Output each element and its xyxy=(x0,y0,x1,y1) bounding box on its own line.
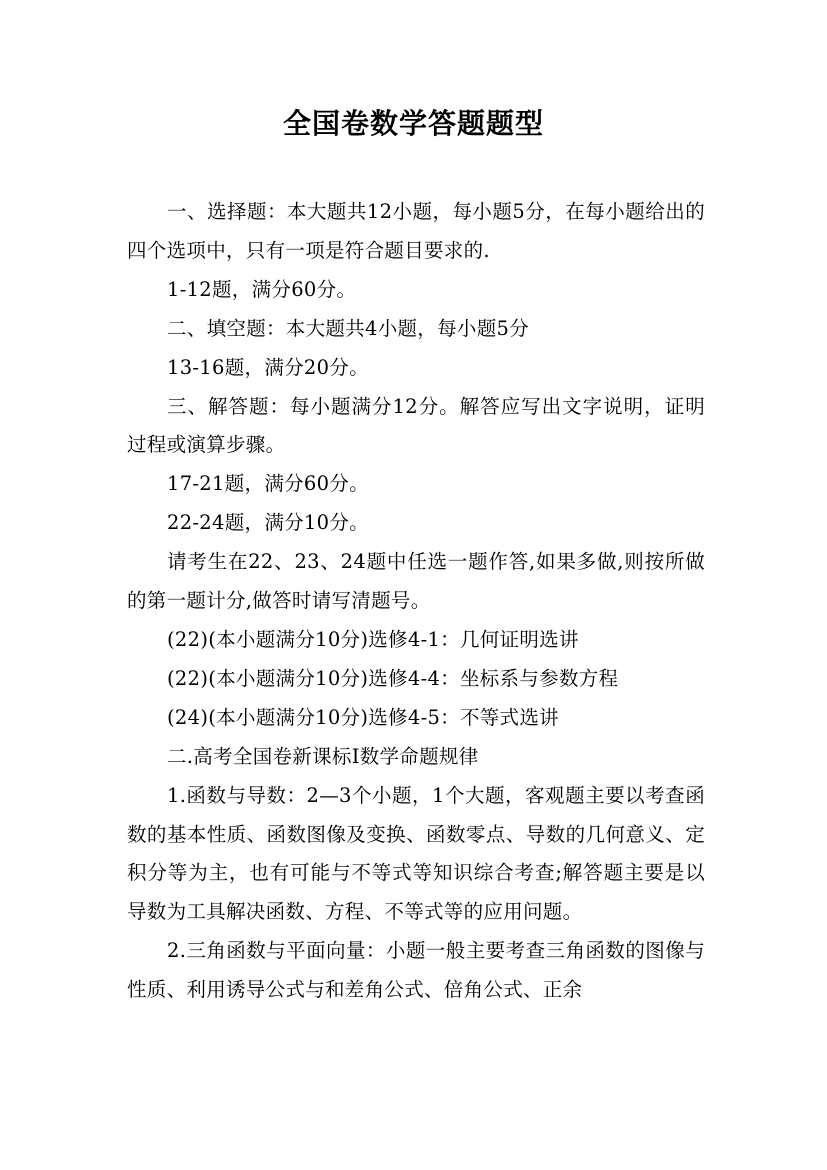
paragraph-elective-4-4: (22)(本小题满分10分)选修4-4：坐标系与参数方程 xyxy=(167,666,619,690)
paragraph-solution-questions: 三、解答题：每小题满分12分。解答应写出文字说明，证明过程或演算步骤。 xyxy=(127,394,705,457)
document-title: 全国卷数学答题题型 xyxy=(282,107,544,140)
paragraph-section-heading: 二.高考全国卷新课标Ⅰ数学命题规律 xyxy=(167,744,479,768)
paragraph-functions-derivatives: 1.函数与导数：2—3个小题，1个大题，客观题主要以考查函数的基本性质、函数图像及变换、函数零点、导数的几何意义、定积分等为主，也有可能与不等式等知识综合考查;解答题主要是以导数为工具解决函数、方程、不等式等的应用问题。 xyxy=(127,783,705,924)
paragraph-solution-score-22-24: 22-24题，满分10分。 xyxy=(167,511,369,535)
paragraph-elective-instructions: 请考生在22、23、24题中任选一题作答,如果多做,则按所做的第一题计分,做答时请写清题号。 xyxy=(127,550,705,613)
document-body xyxy=(127,193,705,1010)
paragraph-elective-4-5: (24)(本小题满分10分)选修4-5：不等式选讲 xyxy=(167,705,559,729)
paragraph-fill-in-blank-score: 13-16题，满分20分。 xyxy=(167,355,369,379)
paragraph-elective-4-1: (22)(本小题满分10分)选修4-1：几何证明选讲 xyxy=(167,627,579,651)
paragraph-multiple-choice-score: 1-12题，满分60分。 xyxy=(167,277,357,301)
paragraph-solution-score-17-21: 17-21题，满分60分。 xyxy=(167,472,369,496)
paragraph-multiple-choice: 一、选择题：本大题共12小题，每小题5分，在每小题给出的四个选项中，只有一项是符合题目要求的. xyxy=(127,200,705,262)
paragraph-fill-in-blank: 二、填空题：本大题共4小题，每小题5分 xyxy=(167,316,530,340)
paragraph-trig-vectors: 2.三角函数与平面向量：小题一般主要考查三角函数的图像与性质、利用诱导公式与和差角公式、倍角公式、正余 xyxy=(127,939,705,1002)
